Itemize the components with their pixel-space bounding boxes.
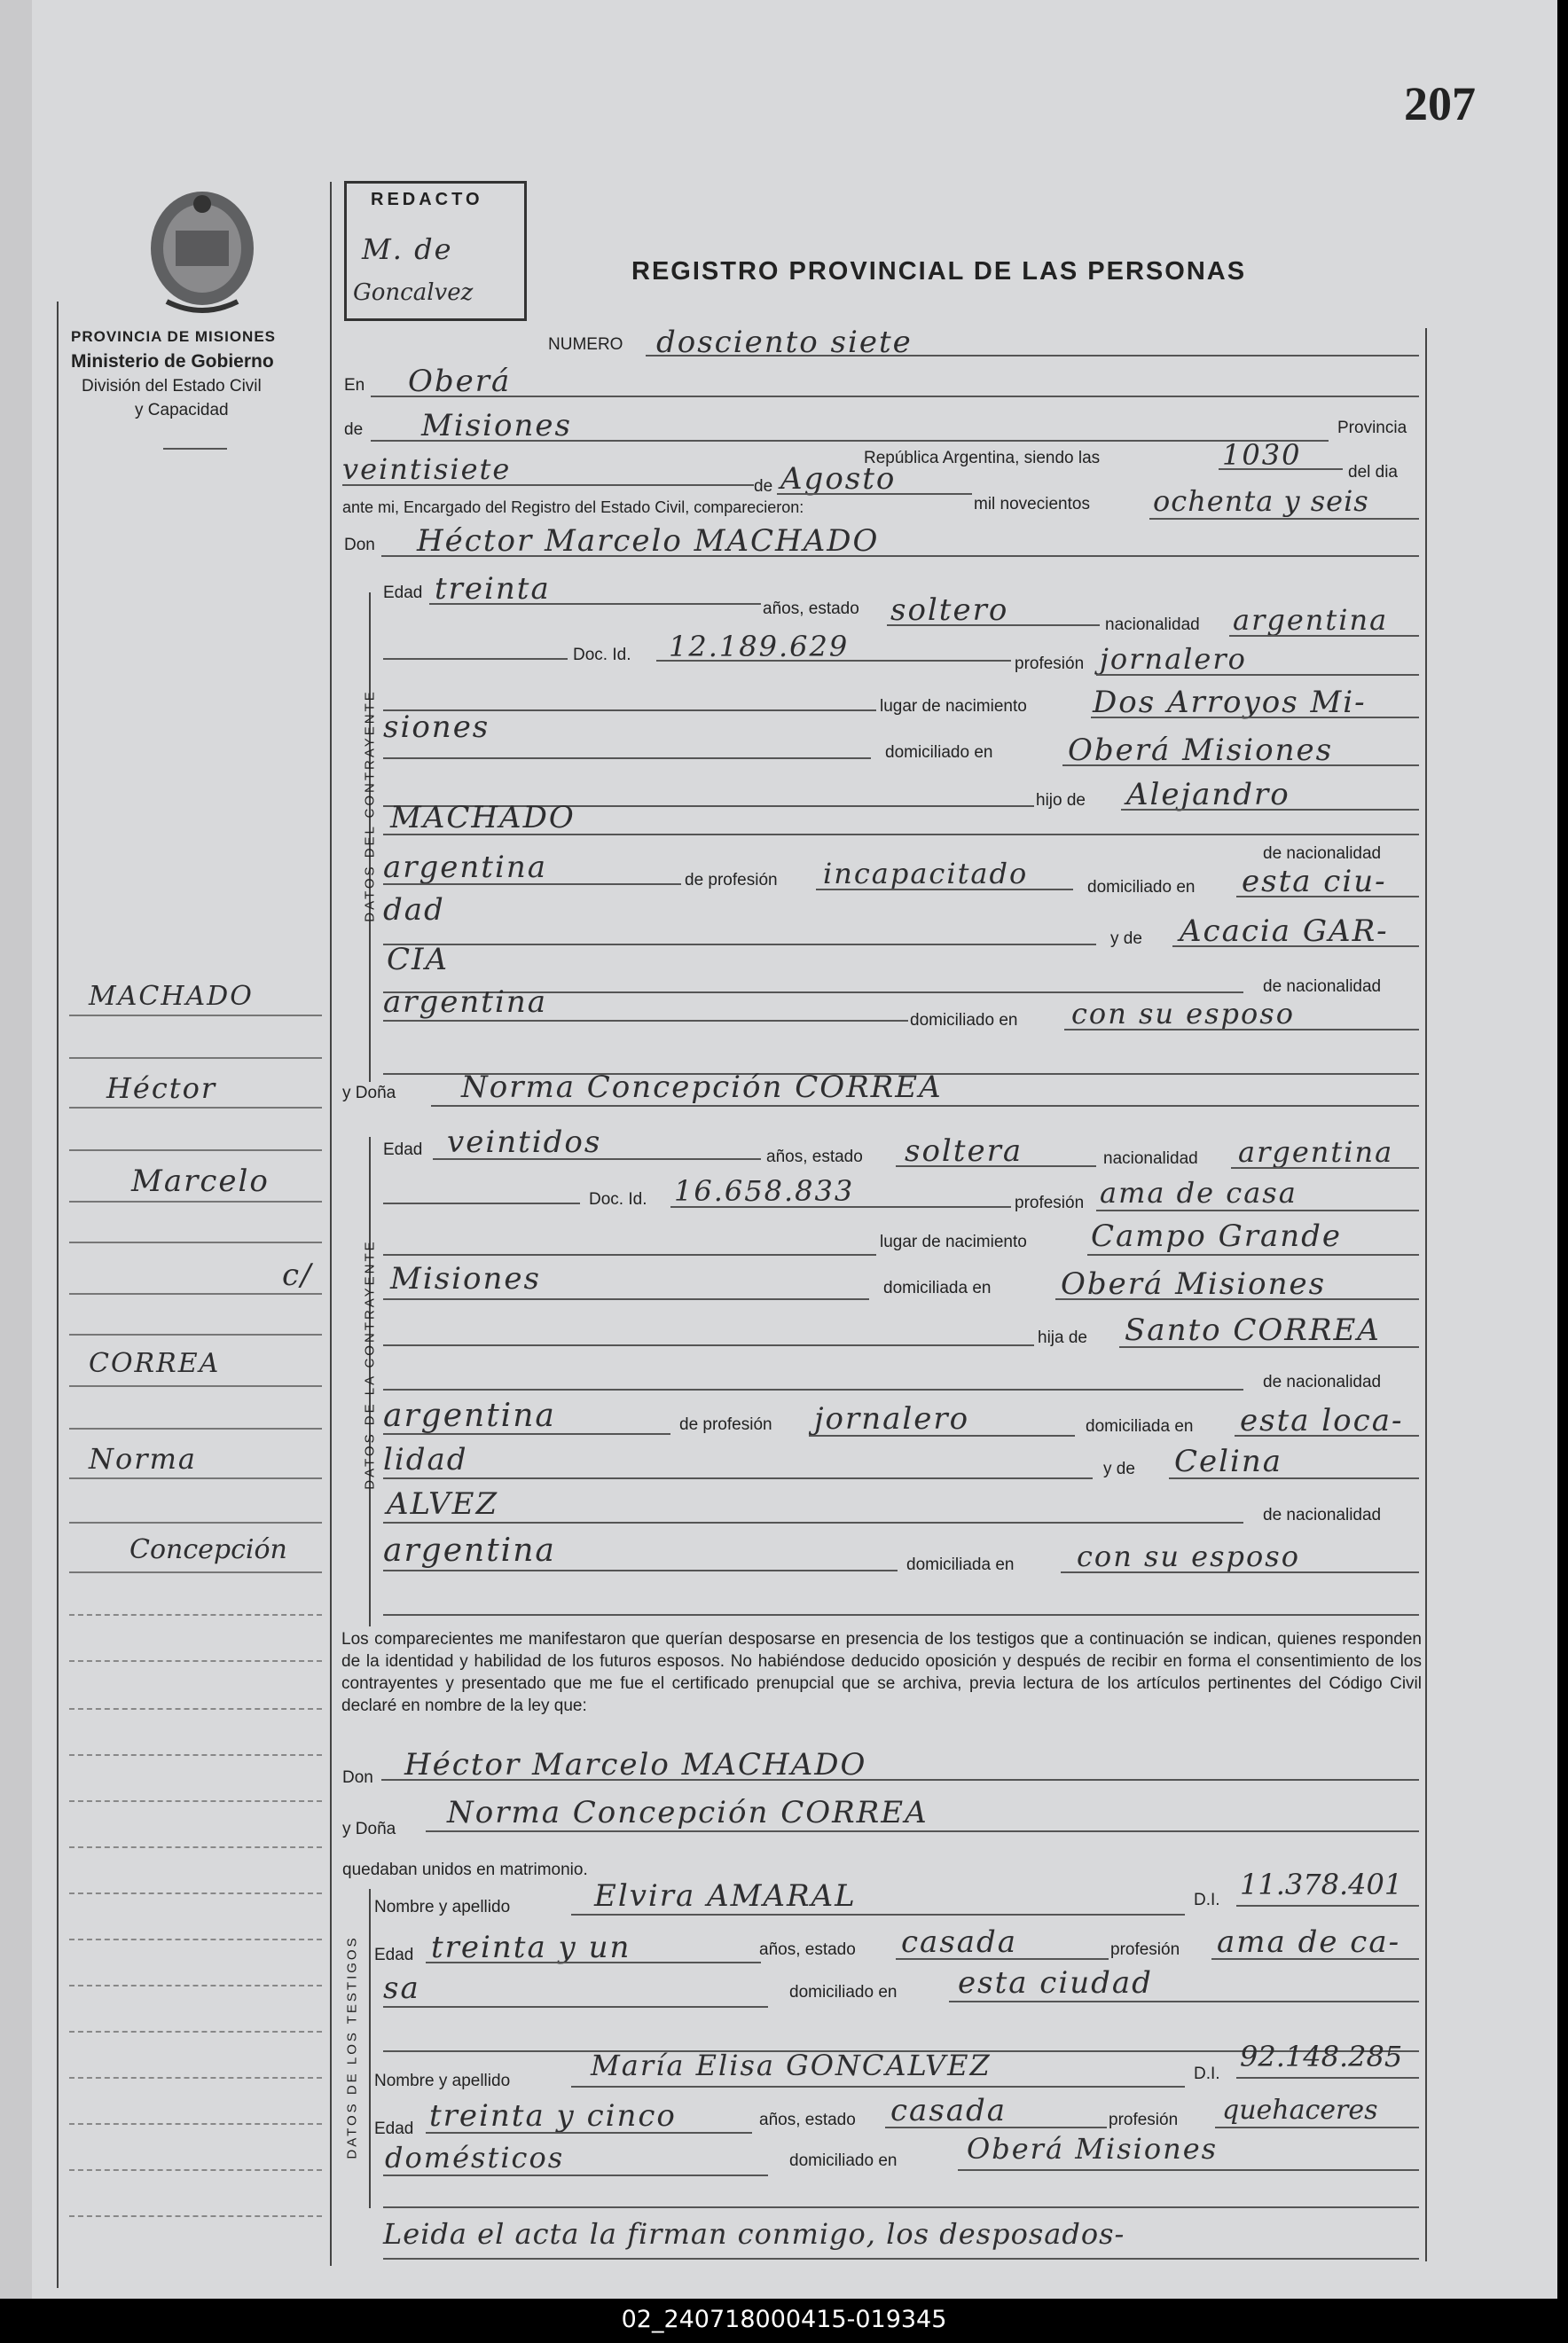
t2-di-label: D.I. — [1194, 2065, 1220, 2083]
margin-note-middlename: Marcelo — [131, 1164, 270, 1199]
rule — [646, 355, 1419, 357]
section-vline — [369, 1889, 371, 2208]
margin-note-firstname: Héctor — [106, 1071, 217, 1105]
rule — [1215, 2127, 1419, 2128]
c2-lugar-label: lugar de nacimiento — [880, 1233, 1027, 1251]
rule — [896, 1165, 1096, 1167]
rule — [383, 834, 1419, 835]
margin-line — [69, 2215, 322, 2217]
rule — [1096, 1210, 1419, 1211]
margin-line — [69, 1149, 322, 1151]
t1-nombre: Elvira AMARAL — [594, 1878, 857, 1914]
rule — [383, 944, 1096, 945]
rule — [383, 757, 871, 759]
c2-padre-prof: jornalero — [814, 1401, 970, 1437]
rule — [426, 1962, 761, 1963]
c2-y-de-label: y de — [1103, 1460, 1135, 1478]
de-value: Misiones — [421, 408, 572, 443]
c1-padre-dom-1: esta ciu- — [1242, 864, 1387, 899]
c2-madre-2: ALVEZ — [387, 1486, 499, 1522]
rule — [383, 2258, 1419, 2260]
margin-line — [69, 1660, 322, 1662]
c2-dona: Norma Concepción CORREA — [461, 1070, 943, 1105]
testigos-section-label: DATOS DE LOS TESTIGOS — [344, 1935, 360, 2159]
rule — [383, 1020, 908, 1022]
c1-edad-label: Edad — [383, 584, 423, 602]
rule — [1087, 1254, 1419, 1256]
t2-anios-label: años, estado — [759, 2111, 856, 2129]
margin-line — [69, 1754, 322, 1756]
c2-lugar-2: Misiones — [390, 1261, 541, 1297]
c1-lugar-2: siones — [383, 709, 490, 745]
rule — [1169, 1477, 1419, 1479]
image-caption: 02_240718000415-019345 — [621, 2306, 947, 2333]
c2-padre-1: Santo CORREA — [1125, 1313, 1381, 1348]
margin-line — [69, 1201, 322, 1203]
province-name: PROVINCIA DE MISIONES — [71, 328, 277, 345]
t2-di: 92.148.285 — [1240, 2040, 1403, 2073]
c1-madre-dom-label: domiciliado en — [910, 1011, 1018, 1030]
t2-estado: casada — [890, 2093, 1007, 2128]
c2-nacionalidad: argentina — [1238, 1135, 1394, 1169]
c2-hija-label: hija de — [1038, 1328, 1087, 1347]
c1-padre-dom-2: dad — [383, 892, 445, 928]
margin-line — [69, 1939, 322, 1940]
declaration-text: Los comparecientes me manifestaron que querían desposarse en presencia de los testigos que a continuación se indican, quienes responden de la identidad y habilidad de los futuros esposos. No habiéndose deducido oposición y después de recibir en forma el consentimiento de los contrayentes y presentado que me fue el certificado prenupcial que se archiva, previa lectura de los artículos pertinentes del Código Civil declaré en nombre de la ley que: — [341, 1630, 1422, 1715]
c1-lugar-label: lugar de nacimiento — [880, 697, 1027, 716]
margin-line — [69, 1708, 322, 1710]
registry-title: REGISTRO PROVINCIAL DE LAS PERSONAS — [631, 257, 1247, 286]
body-vline — [330, 182, 332, 2266]
t2-prof-1: quehaceres — [1222, 2095, 1378, 2126]
rule — [1211, 1958, 1419, 1960]
rule — [670, 1206, 1011, 1208]
c1-madre-nac: argentina — [383, 984, 548, 1020]
rule — [1236, 896, 1419, 897]
t1-estado: casada — [901, 1924, 1018, 1960]
rule — [1061, 1571, 1419, 1573]
c1-padre-nac: argentina — [383, 850, 548, 885]
margin-line — [69, 1477, 322, 1479]
c2-edad: veintidos — [447, 1124, 602, 1160]
c2-domicilio: Oberá Misiones — [1061, 1266, 1327, 1302]
c2-prof-label: profesión — [1015, 1194, 1085, 1212]
c1-nacionalidad: argentina — [1233, 603, 1389, 637]
capacity-name: y Capacidad — [135, 401, 229, 419]
rule — [1219, 468, 1343, 470]
rule — [342, 484, 754, 486]
margin-line — [69, 1892, 322, 1894]
margin-line — [69, 2169, 322, 2171]
c2-estado: soltera — [905, 1133, 1023, 1169]
c1-doc-label: Doc. Id. — [573, 646, 631, 664]
rule — [383, 1254, 876, 1256]
c1-de-nac-label: de nacionalidad — [1263, 844, 1382, 863]
rule — [1064, 1029, 1419, 1030]
rule — [777, 493, 972, 495]
t1-prof-label: profesión — [1110, 1940, 1180, 1959]
rule — [1236, 2077, 1419, 2079]
c1-profesion: jornalero — [1100, 642, 1247, 676]
t1-edad-label: Edad — [374, 1946, 414, 1964]
closing-line: Leida el acta la firman conmigo, los desposados- — [383, 2217, 1125, 2251]
t1-anios-label: años, estado — [759, 1940, 856, 1959]
rule — [381, 1779, 1419, 1781]
rule — [1062, 764, 1419, 766]
c1-de-nac-label-2: de nacionalidad — [1263, 977, 1382, 996]
don-label: Don — [344, 536, 375, 554]
c1-padre-1: Alejandro — [1126, 777, 1290, 812]
margin-line — [69, 1428, 322, 1430]
decl-unidos: quedaban unidos en matrimonio. — [342, 1861, 588, 1879]
rule — [383, 1433, 670, 1435]
margin-note-middlename-2: Concepción — [129, 1534, 287, 1565]
rule — [383, 1203, 580, 1204]
contrayente1-section-label: DATOS DEL CONTRAYENTE — [362, 689, 378, 922]
t2-domicilio: Oberá Misiones — [967, 2132, 1219, 2166]
decl-dona-label: y Doña — [342, 1820, 396, 1838]
page-number: 207 — [1404, 77, 1476, 130]
c1-doc: 12.189.629 — [669, 630, 850, 663]
rule — [383, 1614, 1419, 1616]
decl-dona: Norma Concepción CORREA — [447, 1795, 929, 1830]
c2-padre-nac: argentina — [383, 1398, 556, 1434]
c2-doc: 16.658.833 — [674, 1174, 855, 1208]
c1-prof-label: profesión — [1015, 654, 1085, 673]
rule — [431, 1105, 1419, 1107]
ministry-name: Ministerio de Gobierno — [71, 351, 274, 372]
rule — [383, 883, 681, 885]
decl-don: Héctor Marcelo MACHADO — [404, 1747, 867, 1783]
division-name: División del Estado Civil — [82, 377, 262, 396]
anio-value: ochenta y seis — [1153, 484, 1369, 518]
del-dia-label: del dia — [1348, 463, 1398, 482]
t1-edad: treinta y un — [431, 1930, 631, 1965]
t1-di: 11.378.401 — [1240, 1868, 1403, 1901]
rule — [383, 1389, 1243, 1391]
t1-nombre-label: Nombre y apellido — [374, 1898, 511, 1916]
c2-doc-label: Doc. Id. — [589, 1190, 647, 1209]
rule — [371, 396, 1419, 397]
margin-note-surname-2: CORREA — [89, 1348, 221, 1379]
rule — [887, 624, 1100, 626]
rule — [426, 1830, 1419, 1832]
rule — [896, 1958, 1109, 1960]
margin-line — [69, 1800, 322, 1802]
c2-padre-dom-1: esta loca- — [1240, 1403, 1404, 1438]
c1-de-prof-label: de profesión — [685, 871, 778, 889]
rule — [383, 2006, 768, 2008]
en-label: En — [344, 376, 365, 395]
rule — [383, 1522, 1243, 1524]
c1-domicilio: Oberá Misiones — [1068, 733, 1334, 768]
c1-madre-1: Acacia GAR- — [1180, 913, 1389, 949]
c1-padre-dom-label: domiciliado en — [1087, 878, 1196, 897]
mil-label: mil novecientos — [974, 495, 1090, 513]
rule — [429, 603, 761, 605]
c2-de-nac-label-2: de nacionalidad — [1263, 1506, 1382, 1524]
margin-line — [69, 1057, 322, 1059]
rule — [383, 1344, 1034, 1346]
rule — [1121, 809, 1419, 811]
book-spine — [0, 0, 32, 2299]
c1-nac-label: nacionalidad — [1105, 615, 1200, 634]
c1-madre-2: CIA — [387, 942, 449, 977]
t2-prof-label: profesión — [1109, 2111, 1179, 2129]
c2-edad-label: Edad — [383, 1140, 423, 1159]
t2-nombre: María Elisa GONCALVEZ — [591, 2049, 992, 2082]
rule — [371, 440, 1329, 442]
rule — [383, 1570, 898, 1571]
rule — [656, 660, 1011, 662]
rule — [433, 1158, 761, 1160]
rule — [816, 889, 1073, 890]
de-label: de — [344, 420, 364, 439]
t1-prof-1: ama de ca- — [1217, 1924, 1401, 1960]
rule — [1091, 717, 1419, 718]
margin-line — [69, 1242, 322, 1243]
margin-line — [69, 1107, 322, 1109]
c2-anios-label: años, estado — [766, 1148, 863, 1166]
redacto-label: REDACTO — [371, 190, 483, 209]
hora-value: 1030 — [1222, 438, 1302, 472]
rule — [1231, 1167, 1419, 1169]
redacto-value-1: M. de — [362, 232, 453, 266]
c1-edad: treinta — [435, 571, 551, 607]
t1-dom-label: domiciliado en — [789, 1983, 898, 2002]
c1-dom-label: domiciliado en — [885, 743, 993, 762]
margin-line — [69, 2123, 322, 2125]
c1-padre-prof: incapacitado — [823, 857, 1029, 890]
t1-domicilio: esta ciudad — [958, 1965, 1153, 2001]
c1-padre-2: MACHADO — [390, 800, 576, 835]
margin-line — [69, 1614, 322, 1616]
header-rule — [163, 448, 227, 450]
rule — [1172, 945, 1419, 947]
margin-line — [69, 1571, 322, 1573]
rule — [1096, 674, 1419, 676]
rule — [885, 2127, 1107, 2128]
margin-line — [69, 1522, 322, 1524]
rule — [1055, 1298, 1419, 1300]
t2-dom-label: domiciliado en — [789, 2151, 898, 2170]
c2-padre-dom-label: domiciliada en — [1086, 1417, 1194, 1436]
c1-anios-label: años, estado — [763, 599, 859, 618]
rule — [1229, 635, 1419, 637]
mes-value: Agosto — [780, 461, 897, 497]
t2-nombre-label: Nombre y apellido — [374, 2072, 511, 2090]
rule — [383, 2175, 768, 2176]
margin-note-firstname-2: Norma — [89, 1442, 197, 1476]
en-value: Oberá — [408, 364, 512, 399]
c2-de-nac-label: de nacionalidad — [1263, 1373, 1382, 1391]
rule — [383, 2206, 1419, 2208]
t1-prof-2: sa — [383, 1971, 420, 2006]
margin-line — [69, 1985, 322, 1986]
t1-di-label: D.I. — [1194, 1891, 1220, 1909]
c1-lugar-1: Dos Arroyos Mi- — [1093, 685, 1367, 720]
rule — [381, 555, 1419, 557]
numero-value: dosciento siete — [656, 325, 913, 360]
rule — [571, 1914, 1185, 1916]
rule — [426, 2132, 752, 2134]
rule — [1235, 1435, 1419, 1437]
rule — [1149, 518, 1419, 520]
rule — [1236, 1905, 1419, 1907]
c2-lugar-1: Campo Grande — [1091, 1219, 1343, 1254]
don-value: Héctor Marcelo MACHADO — [417, 523, 880, 559]
c2-y-dona-label: y Doña — [342, 1084, 396, 1102]
c2-profesion: ama de casa — [1100, 1176, 1298, 1210]
rule — [571, 2086, 1185, 2088]
margin-line — [69, 1846, 322, 1848]
margin-note-surname: MACHADO — [89, 981, 254, 1012]
c2-madre-nac: argentina — [383, 1532, 556, 1569]
ante-label: ante mi, Encargado del Registro del Estado Civil, comparecieron: — [342, 498, 804, 516]
de2-label: de — [754, 477, 773, 496]
seal-emblem-icon — [140, 186, 264, 319]
redacto-value-2: Goncalvez — [353, 279, 474, 306]
c2-de-prof-label: de profesión — [679, 1415, 772, 1434]
dia-value: veintisiete — [342, 452, 512, 486]
rule — [949, 2001, 1419, 2002]
c2-madre-1: Celina — [1174, 1444, 1283, 1479]
t2-prof-2: domésticos — [385, 2141, 565, 2175]
rule — [958, 2169, 1419, 2171]
decl-don-label: Don — [342, 1768, 373, 1787]
margin-line — [69, 1015, 322, 1016]
c2-nac-label: nacionalidad — [1103, 1149, 1198, 1168]
c2-dom-label: domiciliada en — [883, 1279, 992, 1297]
rule — [809, 1435, 1075, 1437]
margin-vline — [57, 302, 59, 2288]
margin-line — [69, 1385, 322, 1387]
c1-estado: soltero — [890, 592, 1009, 628]
republica-label: República Argentina, siendo las — [864, 449, 1101, 467]
margin-line — [69, 2077, 322, 2079]
c2-madre-dom: con su esposo — [1077, 1540, 1300, 1573]
rule — [383, 1477, 1093, 1479]
c1-hijo-label: hijo de — [1036, 791, 1086, 810]
rule — [1119, 1346, 1419, 1348]
t2-edad: treinta y cinco — [429, 2098, 677, 2134]
margin-note-con: c/ — [282, 1258, 313, 1293]
margin-line — [69, 2031, 322, 2033]
margin-line — [69, 1293, 322, 1295]
c1-y-de-label: y de — [1110, 929, 1142, 948]
contrayente2-section-label: DATOS DE LA CONTRAYENTE — [362, 1239, 378, 1490]
c2-madre-dom-label: domiciliada en — [906, 1555, 1015, 1574]
c1-madre-dom: con su esposo — [1071, 997, 1295, 1030]
margin-line — [69, 1334, 322, 1336]
right-vline — [1425, 328, 1427, 2261]
t2-edad-label: Edad — [374, 2120, 414, 2138]
rule — [383, 1298, 869, 1300]
numero-label: NUMERO — [548, 335, 623, 354]
c2-padre-dom-2: lidad — [383, 1442, 468, 1477]
rule — [383, 658, 568, 660]
provincia-label: Provincia — [1337, 419, 1407, 437]
